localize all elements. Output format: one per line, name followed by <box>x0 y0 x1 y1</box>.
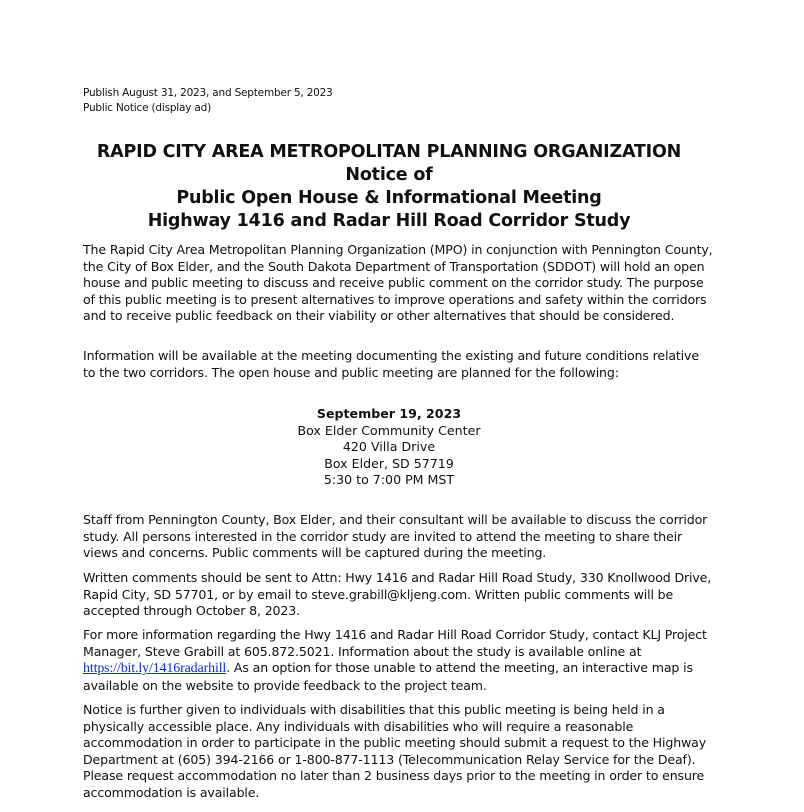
organization-title: RAPID CITY AREA METROPOLITAN PLANNING ORGANIZATION <box>96 142 682 162</box>
notice-of-title: Notice of <box>345 165 433 185</box>
event-details <box>83 406 695 489</box>
staff-paragraph: Staff from Pennington County, Box Elder, and their consultant will be available to discuss the corridor study. All persons interested in the corridor study are invited to attend the meeting to share their views and concerns. Public comments will be captured during the meeting. <box>83 512 708 561</box>
more-info-text-after: . As an option for those unable to attend the meeting, an interactive map is available on the website to provide feedback to the project team. <box>83 660 693 693</box>
event-venue: Box Elder Community Center <box>297 422 481 438</box>
study-title: Highway 1416 and Radar Hill Road Corridor Study <box>147 211 631 231</box>
written-comments-paragraph: Written comments should be sent to Attn: Hwy 1416 and Radar Hill Road Study, 330 Knollwood Drive, Rapid City, SD 57701, or by email to steve.grabill@kljeng.com. Written public comments will be accepted through October 8, 2023. <box>83 570 712 619</box>
info-paragraph: Information will be available at the meeting documenting the existing and future conditions relative to the two corridors. The open house and public meeting are planned for the following: <box>83 348 699 380</box>
meeting-title: Public Open House & Informational Meeting <box>176 188 602 208</box>
more-info-paragraph <box>83 627 713 694</box>
publication-info <box>83 86 333 116</box>
event-street: 420 Villa Drive <box>342 439 436 455</box>
publication-type: Public Notice (display ad) <box>83 102 212 114</box>
intro-paragraph: The Rapid City Area Metropolitan Planning Organization (MPO) in conjunction with Pennington County, the City of Box Elder, and the South Dakota Department of Transportation (SDDOT) will hold an open house and public meeting to discuss and receive public comment on the corridor study. The purpose of this public meeting is to present alternatives to improve operations and safety within the corridors and to receive public feedback on their viability or other alternatives that should be considered. <box>83 242 713 324</box>
event-city: Box Elder, SD 57719 <box>324 455 454 471</box>
study-website-link[interactable]: https://bit.ly/1416radarhill <box>83 661 227 677</box>
more-info-text-before: For more information regarding the Hwy 1416 and Radar Hill Road Corridor Study, contact KLJ Project Manager, Steve Grabill at 605.872.5021. Information about the study is available online at <box>83 627 707 659</box>
event-date: September 19, 2023 <box>316 406 462 421</box>
notice-title-block <box>83 141 695 233</box>
accessibility-notice-paragraph: Notice is further given to individuals with disabilities that this public meeting is being held in a physically accessible place. Any individuals with disabilities who will require a reasonable accommodation in order to participate in the public meeting should submit a request to the Highway Department at (605) 394-2166 or 1-800-877-1113 (Telecommunication Relay Service for the Deaf). Please request accommodation no later than 2 business days prior to the meeting in order to ensure accommodation is available. <box>83 702 707 800</box>
publication-dates: Publish August 31, 2023, and September 5, 2023 <box>83 87 333 99</box>
event-time: 5:30 to 7:00 PM MST <box>323 472 455 488</box>
